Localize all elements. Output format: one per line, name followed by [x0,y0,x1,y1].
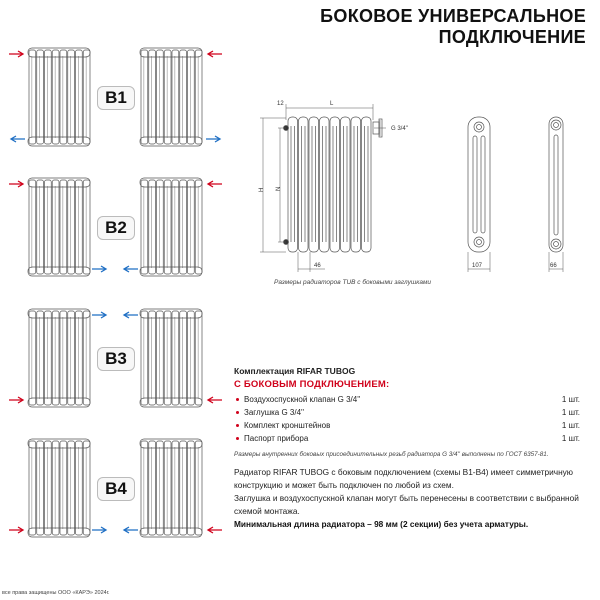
item-name: Паспорт прибора [244,434,309,443]
list-item [234,393,584,406]
supply-arrow-icon [9,397,25,403]
bullet-icon [236,424,239,427]
bullet-icon [236,437,239,440]
supply-arrow-icon [9,51,25,57]
return-arrow-icon [122,312,138,318]
kit-list [234,393,584,445]
scheme-label: B2 [97,216,135,240]
kit-section [234,366,584,458]
scheme-label: B3 [97,347,135,371]
page-title [320,6,586,48]
supply-arrow-icon [206,51,222,57]
supply-arrow-icon [206,397,222,403]
item-qty: 1 шт. [561,408,580,417]
radiator-side-view-107 [468,117,490,272]
return-arrow-icon [206,136,222,142]
dim-L: L [330,101,334,107]
radiator-right [140,439,204,537]
dimension-drawing [260,92,600,292]
return-arrow-icon [122,266,138,272]
dim-107: 107 [472,263,483,269]
drawing-caption: Размеры радиаторов TUB с боковыми заглушками [274,279,432,286]
scheme-label: B1 [97,86,135,110]
return-arrow-icon [92,312,108,318]
radiator-left [28,309,92,407]
item-name: Комплект кронштейнов [244,421,331,430]
thread-note: Размеры внутренних боковых присоединительных резьб радиатора G 3/4'' выполнены по ГОСТ 6357-81. [234,451,549,458]
list-item [234,406,584,419]
supply-arrow-icon [9,527,25,533]
thread-label: G 3/4'' [391,126,408,132]
list-item [234,419,584,432]
list-item [234,432,584,445]
item-qty: 1 шт. [561,434,580,443]
title-line-1: БОКОВОЕ УНИВЕРСАЛЬНОЕ [320,6,586,26]
return-arrow-icon [92,527,108,533]
description [234,466,586,531]
supply-arrow-icon [206,527,222,533]
description-p2: Заглушка и воздухоспускной клапан могут быть перенесены в соответствии с выбранной схемой монтажа. [234,493,579,516]
kit-subheading: С БОКОВЫМ ПОДКЛЮЧЕНИЕМ: [234,379,390,390]
item-qty: 1 шт. [561,395,580,404]
title-line-2: ПОДКЛЮЧЕНИЕ [438,27,586,47]
dim-12: 12 [277,101,284,107]
item-qty: 1 шт. [561,421,580,430]
dim-66: 66 [550,263,557,269]
supply-arrow-icon [9,181,25,187]
radiator-front-view [284,117,383,252]
description-p1: Радиатор RIFAR TUBOG с боковым подключением (схемы B1-B4) имеет симметричную конструкцию и может быть подключен по любой из схем. [234,467,574,490]
return-arrow-icon [92,266,108,272]
radiator-right [140,48,204,146]
dim-46: 46 [314,263,321,269]
dim-H: H [259,187,265,192]
radiator-right [140,178,204,276]
item-name: Заглушка G 3/4'' [244,408,305,417]
radiator-right [140,309,204,407]
radiator-left [28,178,92,276]
supply-arrow-icon [206,181,222,187]
item-name: Воздухоспускной клапан G 3/4'' [244,395,361,404]
kit-heading: Комплектация RIFAR TUBOG [234,366,356,376]
bullet-icon [236,398,239,401]
radiator-left [28,48,92,146]
dim-N: N [276,186,282,191]
scheme-label: B4 [97,477,135,501]
description-p3: Минимальная длина радиатора – 98 мм (2 секции) без учета арматуры. [234,519,529,529]
copyright-footer: все права защищены ООО «КАРЭ» 2024г. [2,590,110,596]
bullet-icon [236,411,239,414]
return-arrow-icon [9,136,25,142]
radiator-side-view-66 [549,117,563,272]
return-arrow-icon [122,527,138,533]
radiator-left [28,439,92,537]
